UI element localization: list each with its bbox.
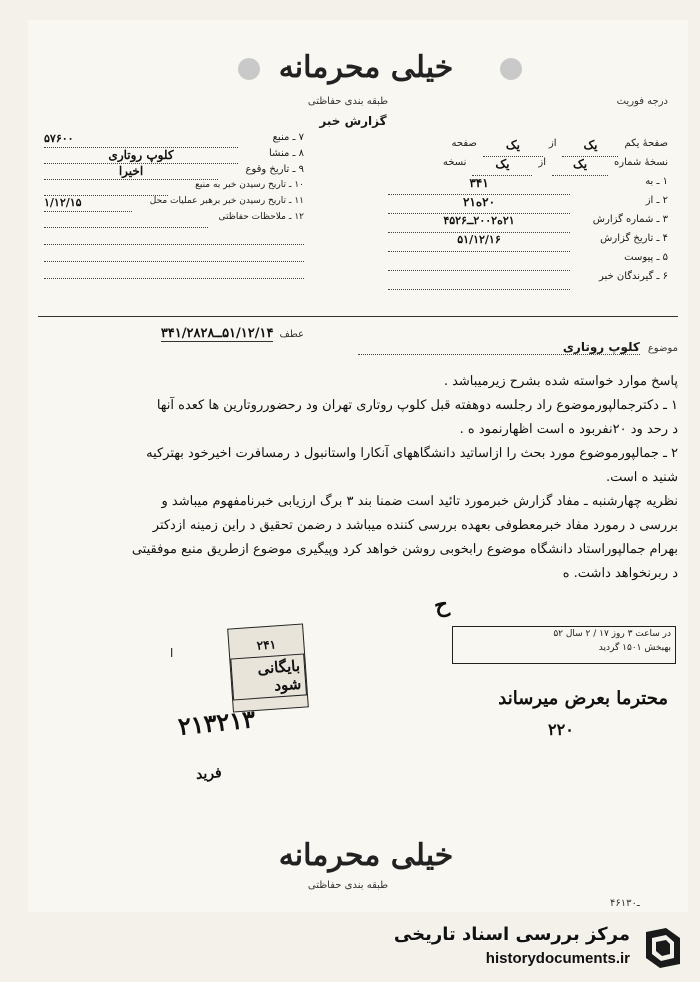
field-to xyxy=(388,176,668,195)
field-copy xyxy=(388,157,668,176)
body-line: شنید ه است. xyxy=(605,470,678,485)
classification-stamp-top: خیلی محرمانه xyxy=(278,50,454,85)
field-value: یک xyxy=(562,138,618,157)
reference-line xyxy=(44,326,304,342)
field-leader-date xyxy=(44,196,304,212)
subject-value: کلوپ روتاری xyxy=(358,340,640,355)
field-value: ۵۱/۱۲/۱۶ xyxy=(388,233,570,252)
field-value: ۵۷۶۰۰ xyxy=(44,132,238,148)
field-label: صفحه xyxy=(451,138,477,149)
field-label: ۸ ـ منشا xyxy=(268,148,304,159)
field-occurrence-date xyxy=(44,164,304,180)
field-label: ۴ ـ تاریخ گزارش xyxy=(600,233,668,244)
blank-line xyxy=(44,228,304,245)
field-value: یک xyxy=(472,157,532,176)
field-value: اخیرا xyxy=(44,164,218,180)
dispatch-stamp-line: در ساعت ۳ روز ۱۷ / ۲ سال ۵۲ xyxy=(553,629,671,639)
field-value: کلوپ روتاری xyxy=(44,148,238,164)
reference-value: ۵۱/۱۲/۱۴ــ۳۴۱/۲۸۲۸ xyxy=(160,326,274,341)
field-label: نسخهٔ شماره xyxy=(614,157,668,168)
body-line: ۲ ـ جمالپورموضوع مورد بحث را ازاساتید دانشگاههای آنکارا واستانبول د رمسافرت اخیرخود بهترکیه xyxy=(146,446,678,461)
subject-label: موضوع xyxy=(647,343,678,354)
field-value: یک xyxy=(552,157,608,176)
archive-logo-icon xyxy=(640,924,686,970)
field-value xyxy=(388,252,570,271)
field-label: ۱۲ ـ ملاحظات حفاظتی xyxy=(218,212,304,222)
field-value xyxy=(44,212,208,228)
field-label: نسخه xyxy=(442,157,467,168)
field-page xyxy=(388,138,668,157)
report-title: گزارش خبر xyxy=(319,114,387,128)
field-label: ۵ ـ پیوست xyxy=(624,252,668,263)
field-label: ۱۰ ـ تاریخ رسیدن خبر به منبع xyxy=(195,180,304,190)
watermark-title: مرکز بررسی اسناد تاریخی xyxy=(393,924,630,945)
body-line: د رحد ود ۲۰نفربود ه است اظهارنمود ه . xyxy=(459,422,678,437)
field-label: از xyxy=(548,138,557,149)
closing-number: ۲۲۰ xyxy=(548,720,574,739)
field-security-notes xyxy=(44,212,304,228)
field-label: ۲ ـ از xyxy=(645,195,668,206)
field-from xyxy=(388,195,668,214)
body-line: ۱ ـ دکترجمالپورموضوع راد رجلسه دوهفته قبل کلوپ روتاری تهران ود رحضورروتارین ها کعده آنها xyxy=(156,398,678,413)
dispatch-stamp-line: بهبخش ۱۵۰۱ گردید xyxy=(598,643,671,653)
document-page xyxy=(28,20,688,920)
dispatch-stamp xyxy=(452,626,676,664)
priority-label: درجه فوریت xyxy=(616,96,668,107)
field-report-date xyxy=(388,233,668,252)
field-value: ۲۱ه۲۰۰۲ــ۴۵۲۶ xyxy=(388,214,570,233)
body-line: نظریه چهارشنبه ـ مفاد گزارش خبرمورد تائید است ضمنا بند ۳ برگ ارزیابی خبرنامفهوم میباشد و xyxy=(161,494,678,509)
archive-stamp-number: ۲۴۱ xyxy=(256,637,277,653)
closing-text: محترما بعرض میرساند xyxy=(498,688,668,709)
body-line: بهرام جمالپوراستاد دانشگاه موضوع رابخوبی روشن خواهد کرد وپیگیری موضوع ازطریق منبع موفقیتی xyxy=(131,542,678,557)
field-source-date xyxy=(44,180,304,196)
field-label: ۱ ـ به xyxy=(645,176,668,187)
body-line: د ربرنخواهد داشت. ه xyxy=(562,566,678,581)
field-value xyxy=(44,180,168,196)
field-value: ۲۰ه۲۱ xyxy=(388,195,570,214)
field-label: ۷ ـ منبع xyxy=(272,132,304,143)
handwritten-initials: ح xyxy=(431,590,451,620)
body-line: پاسخ موارد خواسته شده بشرح زیرمیباشد . xyxy=(443,374,678,389)
margin-mark: ا xyxy=(170,646,174,660)
field-value: ۳۴۱ xyxy=(388,176,570,195)
field-label: ۹ ـ تاریخ وقوع xyxy=(245,164,304,175)
right-fields xyxy=(388,138,668,290)
reference-label: عطف xyxy=(279,329,304,340)
watermark-url: historydocuments.ir xyxy=(485,950,630,967)
classification-caption: طبقه بندی حفاظتی xyxy=(307,96,389,107)
field-report-number xyxy=(388,214,668,233)
handwritten-note: فرید xyxy=(195,765,223,783)
classification-stamp-bottom: خیلی محرمانه xyxy=(278,838,454,873)
archive-stamp xyxy=(227,623,309,712)
field-label: از xyxy=(538,157,547,168)
field-attachment xyxy=(388,252,668,271)
left-fields xyxy=(44,132,304,279)
report-body xyxy=(76,370,678,586)
archive-stamp-word: بایگانی شود xyxy=(230,653,307,700)
field-label: ۶ ـ گیرندگان خبر xyxy=(598,271,668,282)
classification-caption-bottom: طبقه بندی حفاظتی xyxy=(307,880,389,891)
punch-hole xyxy=(500,58,522,80)
field-label: ۱۱ ـ تاریخ رسیدن خبر برهبر عملیات محل xyxy=(149,196,304,206)
subject-line xyxy=(358,340,678,355)
handwritten-number: ۲۱۳۲۱۳ xyxy=(176,704,257,741)
field-recipients xyxy=(388,271,668,290)
field-value: ۱/۱۲/۱۵ xyxy=(44,196,132,212)
blank-line xyxy=(44,262,304,279)
body-line: بررسی د رمورد مفاد خبرمعطوفی بعهده بررسی کننده میباشد د رضمن تحقیق د راین زمینه ازدکتر xyxy=(152,518,678,533)
field-source xyxy=(44,132,304,148)
watermark-footer xyxy=(0,912,700,982)
divider xyxy=(38,316,678,317)
field-value: یک xyxy=(483,138,543,157)
field-label: ۳ ـ شماره گزارش xyxy=(592,214,668,225)
field-value xyxy=(388,271,570,290)
field-label: صفحهٔ یکم xyxy=(624,138,668,149)
field-origin xyxy=(44,148,304,164)
blank-line xyxy=(44,245,304,262)
page-code: ۴۶ـ۱۳۰ xyxy=(610,898,640,909)
